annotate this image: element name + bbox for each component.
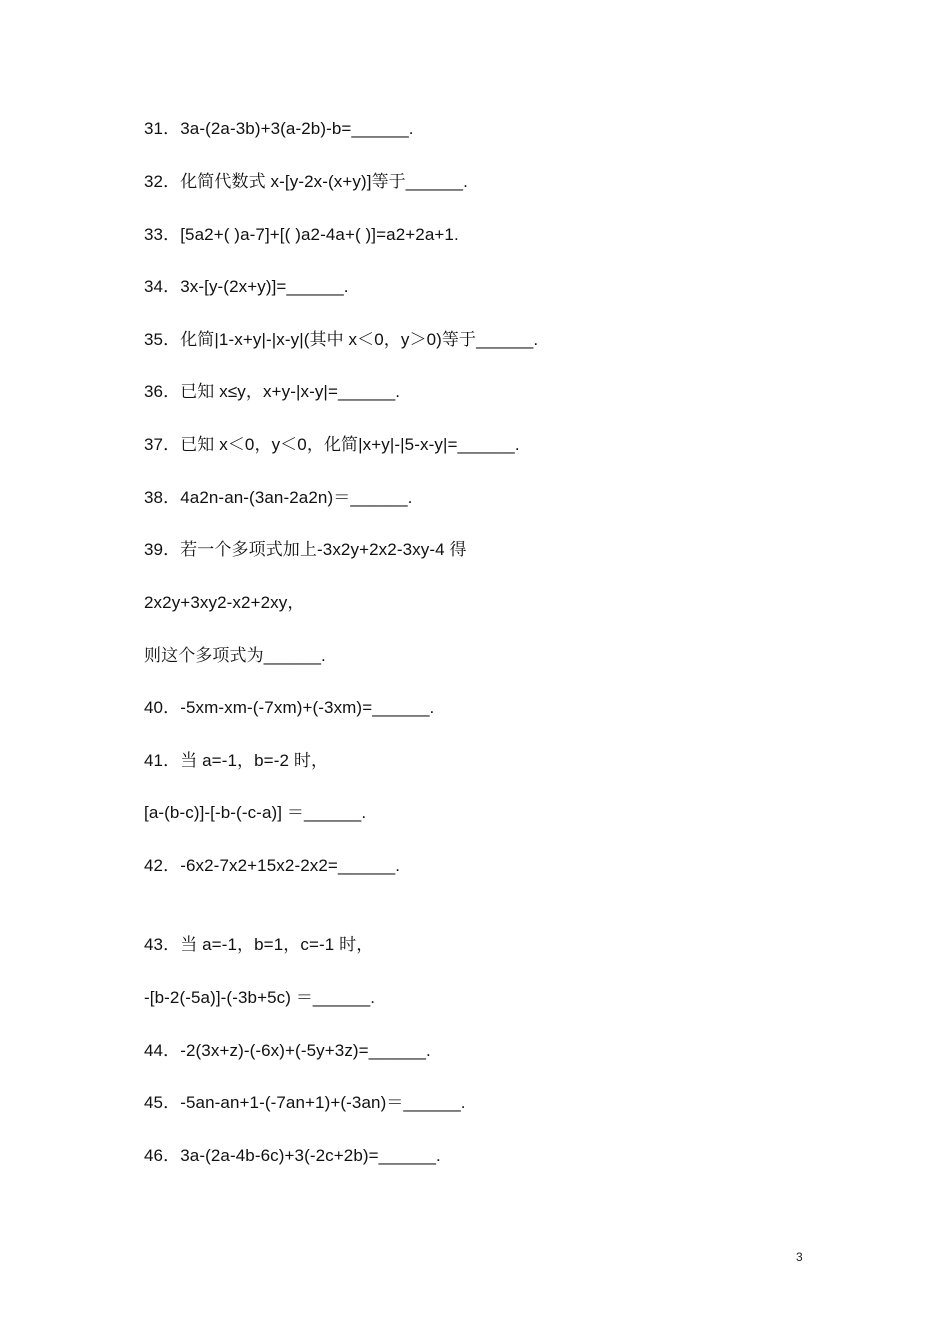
question-39-answer-line: 则这个多项式为______. bbox=[144, 646, 326, 665]
question-45: 45．-5an-an+1-(-7an+1)+(-3an)＝______. bbox=[144, 1093, 466, 1112]
question-37: 37．已知 x＜0，y＜0，化简|x+y|-|5-x-y|=______. bbox=[144, 435, 520, 454]
question-41: 41．当 a=-1，b=-2 时， bbox=[144, 751, 329, 770]
question-44: 44．-2(3x+z)-(-6x)+(-5y+3z)=______. bbox=[144, 1041, 431, 1060]
question-41-expression: [a-(b-c)]-[-b-(-c-a)] ＝______. bbox=[144, 803, 367, 822]
question-42: 42．-6x2-7x2+15x2-2x2=______. bbox=[144, 856, 401, 875]
question-39-continuation: 2x2y+3xy2-x2+2xy， bbox=[144, 593, 305, 612]
question-34: 34．3x-[y-(2x+y)]=______. bbox=[144, 277, 349, 296]
question-38: 38．4a2n-an-(3an-2a2n)＝______. bbox=[144, 488, 413, 507]
question-39: 39．若一个多项式加上-3x2y+2x2-3xy-4 得 bbox=[144, 540, 467, 559]
question-32: 32．化简代数式 x-[y-2x-(x+y)]等于______. bbox=[144, 172, 468, 191]
question-36: 36．已知 x≤y，x+y-|x-y|=______. bbox=[144, 382, 401, 401]
question-40: 40．-5xm-xm-(-7xm)+(-3xm)=______. bbox=[144, 698, 435, 717]
page-number: 3 bbox=[796, 1250, 803, 1264]
question-33: 33．[5a2+( )a-7]+[( )a2-4a+( )]=a2+2a+1. bbox=[144, 225, 459, 244]
question-43-expression: -[b-2(-5a)]-(-3b+5c) ＝______. bbox=[144, 988, 376, 1007]
question-43: 43．当 a=-1，b=1，c=-1 时， bbox=[144, 935, 374, 954]
question-31: 31．3a-(2a-3b)+3(a-2b)-b=______. bbox=[144, 119, 414, 138]
question-35: 35．化简|1-x+y|-|x-y|(其中 x＜0，y＞0)等于______. bbox=[144, 330, 539, 349]
question-46: 46．3a-(2a-4b-6c)+3(-2c+2b)=______. bbox=[144, 1146, 441, 1165]
